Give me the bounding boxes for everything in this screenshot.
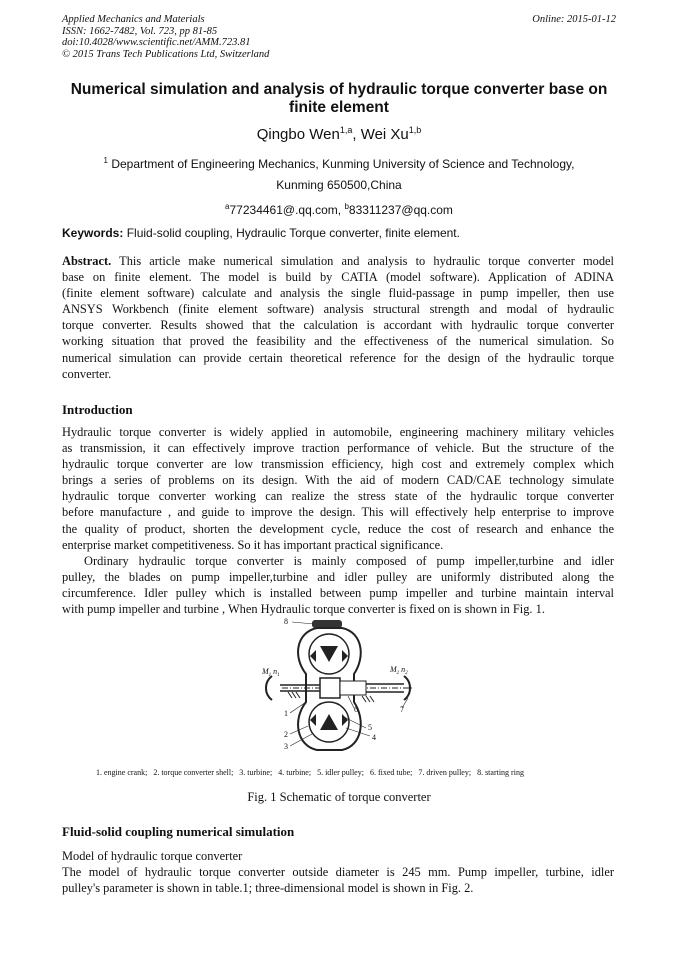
paper-title: [50, 81, 628, 117]
part-label-4: 4: [372, 733, 376, 742]
bearing-hatch: [362, 696, 374, 702]
doi-line: doi:10.4028/www.scientific.net/AMM.723.81: [62, 37, 251, 48]
intro-line: with pump impeller and turbine , When Hydraulic torque converter is fixed on is shown in Fig. 1.: [62, 602, 545, 617]
lower-blade: [320, 714, 338, 730]
legend-item: 5. idler pulley;: [317, 768, 364, 777]
upper-blade-left: [310, 650, 316, 662]
intro-line: Hydraulic torque converter is widely applied in automobile, engineering machinery military vehicles: [62, 425, 614, 439]
section-heading-fluid-solid: Fluid-solid coupling numerical simulation: [62, 824, 295, 839]
author-affil-sup: 1,b: [408, 125, 422, 135]
input-torque-label: $M_1$ $n_1$: [262, 667, 280, 678]
intro-line: pulley, the blades on pump impeller,turbine and idler pulley are uniformly distributed along the: [62, 569, 614, 584]
idler-hub: [320, 678, 340, 698]
legend-item: 4. turbine;: [278, 768, 312, 777]
title-line: finite element: [289, 99, 389, 116]
keywords-text: Fluid-solid coupling, Hydraulic Torque converter, finite element.: [123, 226, 460, 240]
fixed-tube: [340, 681, 366, 695]
intro-line: enterprise market competitiveness. So it has important practical significance.: [62, 537, 444, 552]
bearing-hatch: [288, 692, 300, 698]
author-affil-sup: 1,a: [339, 125, 353, 135]
journal-name: Applied Mechanics and Materials: [62, 14, 205, 25]
part-label-8: 8: [284, 617, 288, 626]
intro-line: brings a series of problems on its design. With the aid of modern CAD/CAE technology simulate: [62, 473, 614, 488]
abstract-label: Abstract.: [62, 254, 112, 268]
section2-line: The model of hydraulic torque converter outside diameter is 245 mm. Pump impeller, turbine, idler: [62, 865, 614, 880]
author-emails: [40, 196, 638, 221]
torque-converter-schematic: [262, 616, 422, 761]
figure-legend: [96, 768, 596, 777]
legend-item: 2. torque converter shell;: [153, 768, 234, 777]
output-torque-label: $M_2$ $n_2$: [390, 665, 408, 676]
email-link[interactable]: 77234461@.qq.com,: [229, 203, 345, 217]
abstract-line: (finite element software) calculate and analysis the single fluid-passage in pump impeller, then use: [62, 286, 614, 301]
email-sup: b: [344, 202, 349, 211]
abstract: [62, 253, 614, 382]
section2-line: pulley's parameter is shown in table.1; three-dimensional model is shown in Fig. 2.: [62, 881, 474, 896]
affiliation: [40, 150, 638, 221]
intro-line: before manufacture , and guide to improve the design. This will effectively help enterprise to improve: [62, 505, 614, 520]
intro-line: as transmission, it can effectively improve traction performance of vehicle. But the structure of the: [62, 441, 614, 456]
subsection-heading: Model of hydraulic torque converter: [62, 849, 243, 863]
abstract-line: working situation that proved the feasibility and the effectiveness of the numerical simulation. So: [62, 334, 614, 349]
lower-blade-right: [342, 714, 348, 726]
leader-line: [292, 622, 314, 624]
affiliation-city: Kunming 650500,China: [276, 178, 402, 192]
abstract-line: torque converter. Results showed that the calculation is accordant with hydraulic torque converter: [62, 318, 614, 333]
author-name: Qingbo Wen: [256, 126, 340, 143]
online-date: Online: 2015-01-12: [532, 14, 616, 25]
abstract-line: converter.: [62, 366, 112, 381]
section-heading-introduction: Introduction: [62, 402, 133, 417]
introduction-body: [62, 424, 614, 617]
affiliation-sup: 1: [103, 156, 108, 165]
legend-item: 3. turbine;: [239, 768, 273, 777]
intro-line: hydraulic torque converter are low transmission efficiency, high cost and extremely complex which: [62, 457, 614, 472]
intro-line: circumference. Idler pulley which is installed between pump impeller and turbine maintain interval: [62, 585, 614, 600]
legend-item: 8. starting ring: [477, 768, 524, 777]
author-separator: ,: [352, 126, 361, 143]
affiliation-line: [40, 150, 638, 175]
upper-blade: [320, 646, 338, 662]
abstract-line: numerical simulation can provide certain theoretical reference for the design of the hydraulic torque: [62, 350, 614, 365]
legend-item: 1. engine crank;: [96, 768, 148, 777]
intro-line: Ordinary hydraulic torque converter is mainly composed of pump impeller,turbine and idler: [84, 553, 614, 568]
abstract-line: Abstract. This article make numerical simulation and analysis to hydraulic torque converter model: [62, 254, 614, 268]
part-label-3: 3: [284, 742, 288, 751]
email-sup: a: [225, 202, 230, 211]
keywords-label: Keywords:: [62, 226, 124, 240]
intro-line: hydraulic torque converter working can realize the stress state of the hydraulic torque converter: [62, 489, 614, 504]
upper-blade-right: [342, 650, 348, 662]
lower-blade-left: [310, 714, 316, 726]
engine-pulley: [266, 676, 272, 700]
journal-header: [62, 14, 616, 60]
legend-item: 6. fixed tube;: [369, 768, 413, 777]
author-name: Wei Xu: [360, 126, 409, 143]
keywords: [62, 226, 618, 240]
starting-ring: [312, 620, 342, 628]
legend-item: 7. driven pulley;: [418, 768, 472, 777]
title-line: Numerical simulation and analysis of hydraulic torque converter base on: [70, 81, 608, 98]
figure-caption: Fig. 1 Schematic of torque converter: [247, 790, 431, 804]
authors: [0, 125, 678, 143]
copyright-line: © 2015 Trans Tech Publications Ltd, Switzerland: [62, 48, 270, 60]
affiliation-text: Department of Engineering Mechanics, Kunming University of Science and Technology,: [107, 157, 575, 171]
part-label-1: 1: [284, 709, 288, 718]
part-label-2: 2: [284, 730, 288, 739]
abstract-line: ANSYS Workbench (finite element software) analysis structural strength and modal of hydraulic: [62, 302, 614, 317]
intro-line: the quality of product, shorten the development cycle, reduce the cost of research and enhance the: [62, 521, 614, 536]
leader-line: [290, 702, 306, 713]
issn-line: ISSN: 1662-7482, Vol. 723, pp 81-85: [62, 25, 218, 37]
email-link[interactable]: 83311237@qq.com: [348, 203, 453, 217]
part-label-5: 5: [368, 723, 372, 732]
section2-body: [62, 848, 614, 896]
part-label-7: 7: [400, 705, 404, 714]
part-label-6: 6: [354, 705, 358, 714]
abstract-line: base on finite element. The model is build by CATIA (model software). Application of ADINA: [62, 270, 614, 285]
